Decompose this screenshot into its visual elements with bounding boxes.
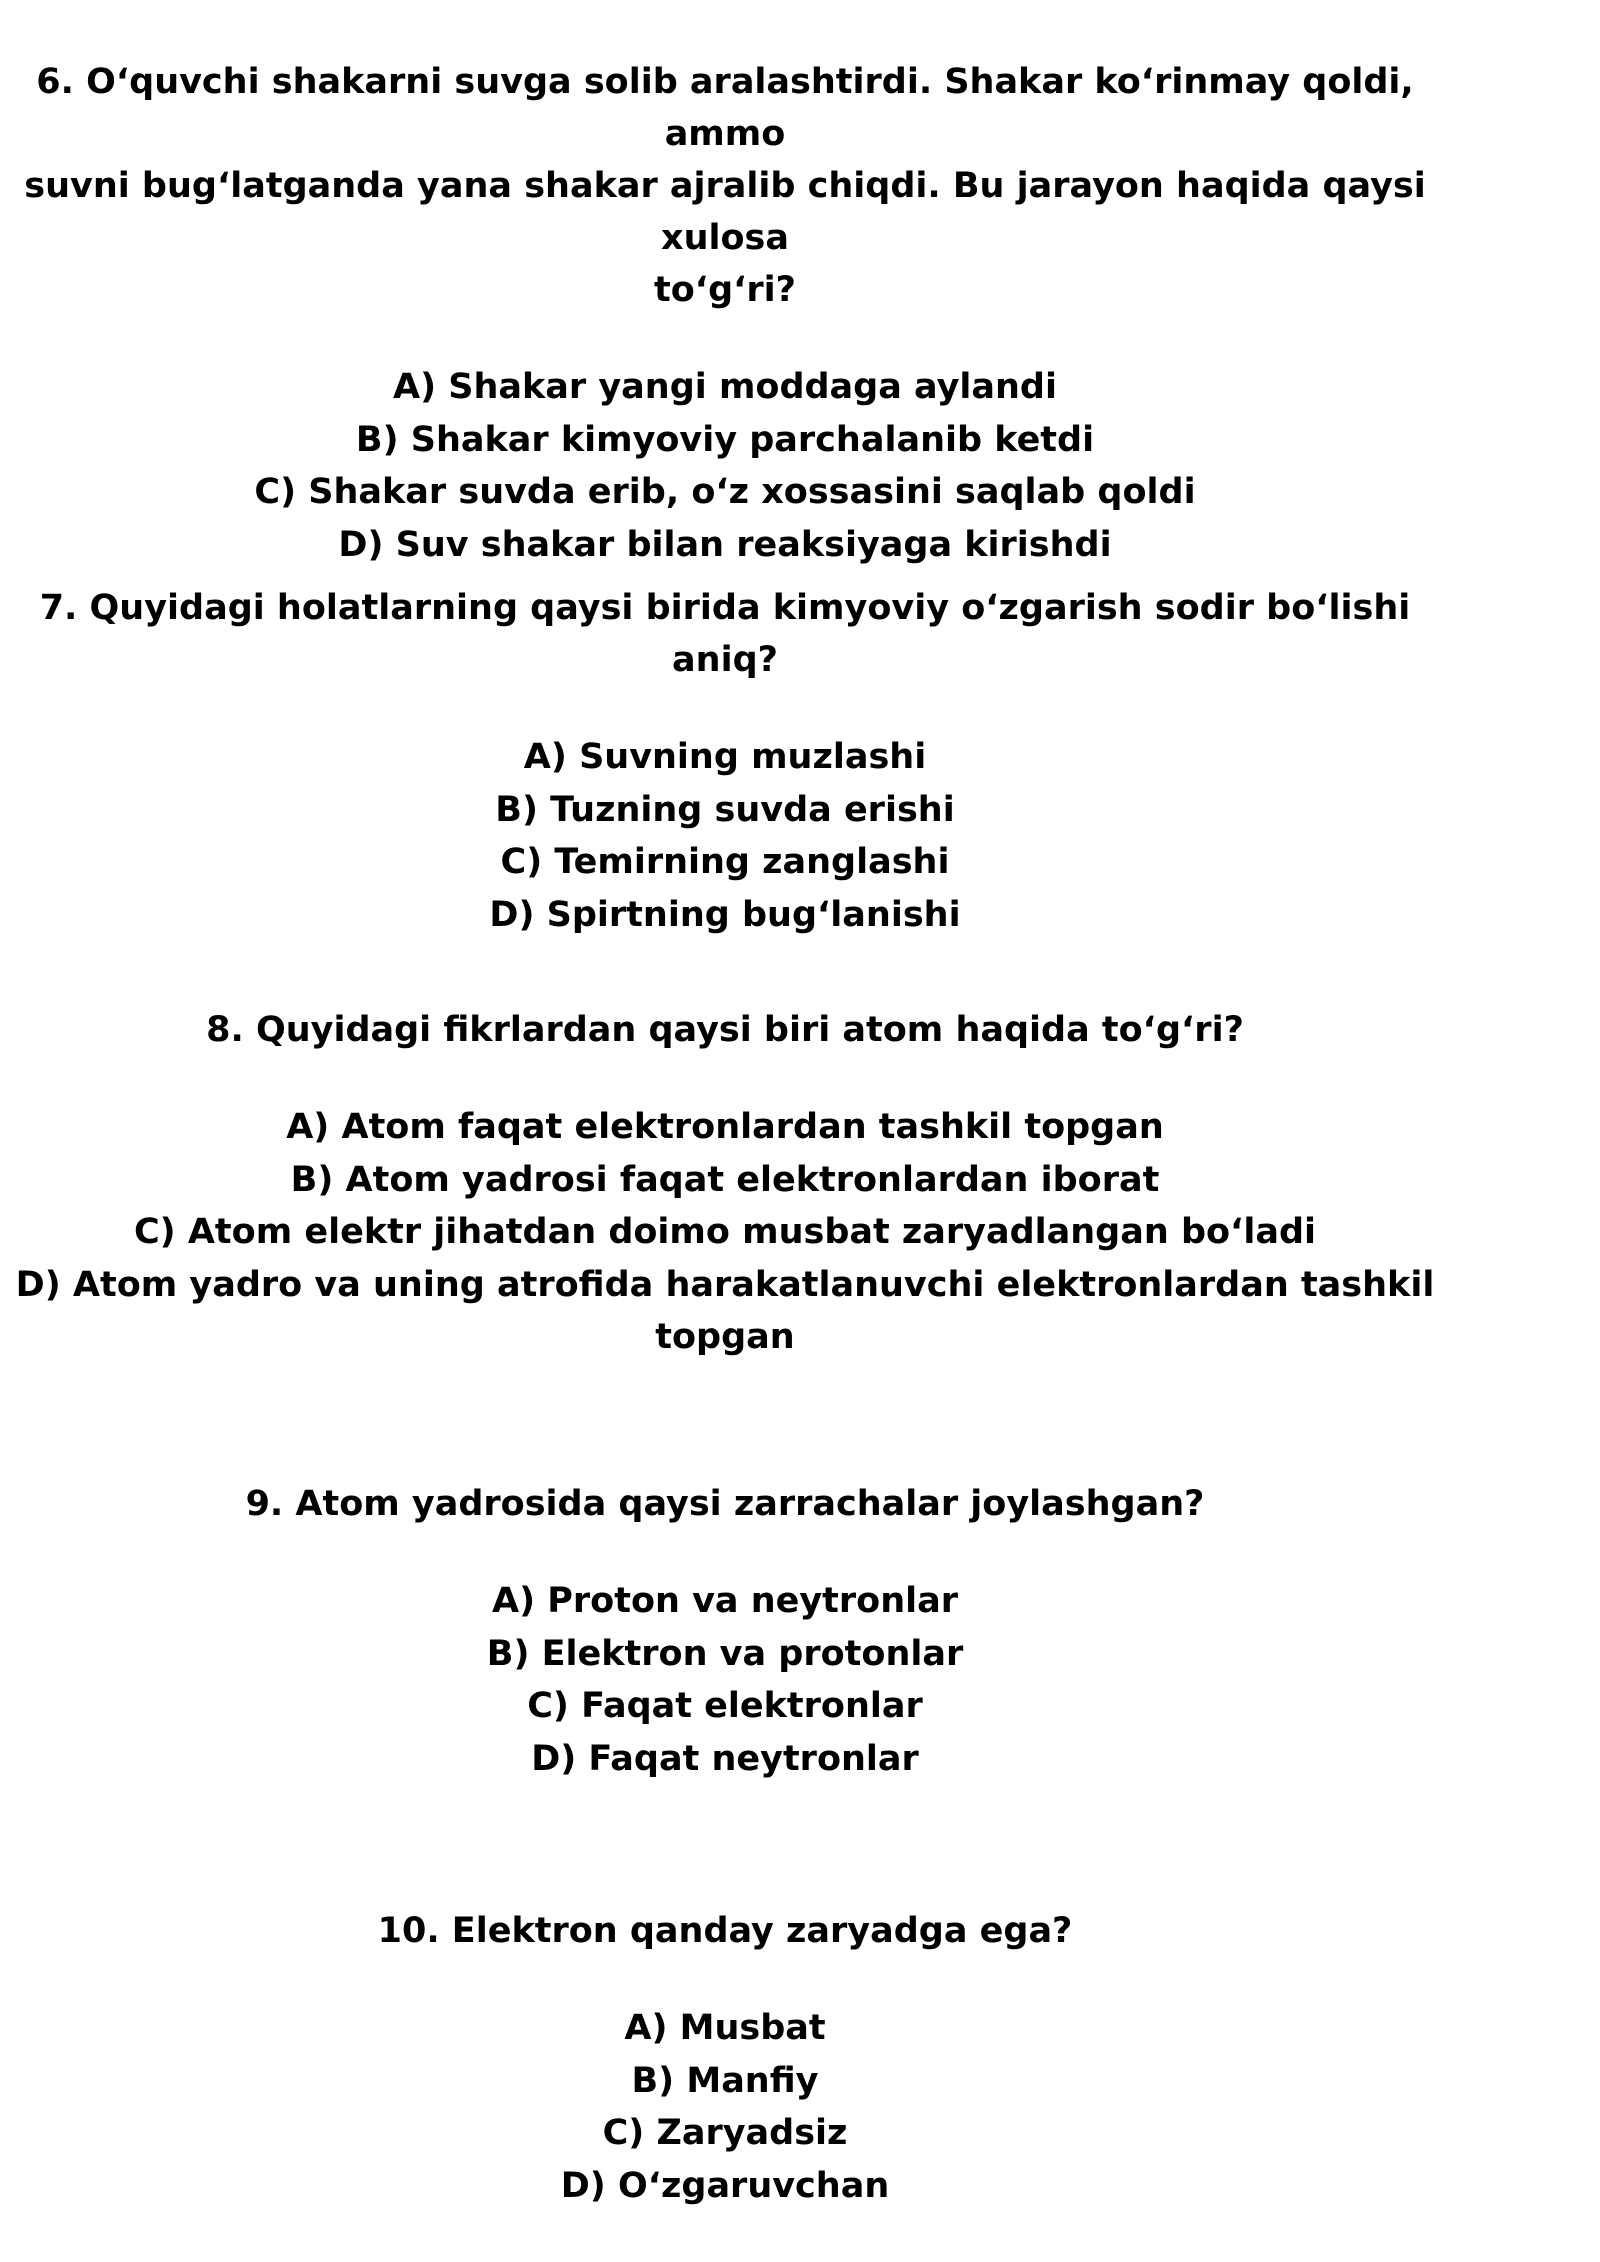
question-6-option-d[interactable]: D) Suv shakar bilan reaksiyaga kirishdi [338,524,1112,565]
question-6-options [0,361,1450,571]
question-10-option-b[interactable]: B) Manfiy [631,2060,819,2101]
question-8-option-d[interactable]: D) Atom yadro va uning atrofida harakatlanuvchi elektronlardan tashkil [15,1264,1435,1305]
question-6-option-a[interactable]: A) Shakar yangi moddaga aylandi [393,367,1057,407]
question-10-option-a[interactable]: A) Musbat [624,2008,826,2048]
question-9-stem-line-1: 9. Atom yadrosida qaysi zarrachalar joylashgan? [245,1484,1205,1524]
question-8-options [0,1101,1450,1364]
question-7-options [0,731,1450,941]
question-8-option-d-continued[interactable]: topgan [655,1317,795,1357]
question-6-stem [0,56,1450,316]
question-9-option-a[interactable]: A) Proton va neytronlar [491,1581,959,1621]
question-10 [0,1905,1450,2212]
question-9-options [0,1575,1450,1785]
question-7-option-c[interactable]: C) Temirning zanglashi [500,842,950,882]
question-10-stem-line-1: 10. Elektron qanday zaryadga ega? [377,1911,1073,1951]
question-10-option-c[interactable]: C) Zaryadsiz [602,2113,848,2153]
question-10-stem [0,1905,1450,1957]
question-6-stem-line-2: suvni bug‘latganda yana shakar ajralib chiqdi. Bu jarayon haqida qaysi xulosa [24,166,1426,258]
question-6-stem-line-1: 6. O‘quvchi shakarni suvga solib aralashtirdi. Shakar ko‘rinmay qoldi, ammo [36,62,1414,154]
question-8-stem [0,1004,1450,1056]
question-7 [0,582,1450,941]
question-8-option-a[interactable]: A) Atom faqat elektronlardan tashkil topgan [286,1107,1164,1147]
question-7-option-a[interactable]: A) Suvning muzlashi [523,737,927,777]
question-8 [0,1004,1450,1364]
question-9-option-d[interactable]: D) Faqat neytronlar [531,1738,919,1779]
question-7-stem [0,582,1450,686]
question-9-option-b[interactable]: B) Elektron va protonlar [486,1633,964,1674]
question-9-stem [0,1478,1450,1530]
question-10-option-d[interactable]: D) O‘zgaruvchan [560,2165,890,2206]
question-9 [0,1478,1450,1785]
question-8-option-b[interactable]: B) Atom yadrosi faqat elektronlardan iborat [290,1159,1160,1200]
question-6-option-b[interactable]: B) Shakar kimyoviy parchalanib ketdi [355,419,1095,460]
question-7-option-b[interactable]: B) Tuzning suvda erishi [495,789,955,830]
question-6-option-c[interactable]: C) Shakar suvda erib, o‘z xossasini saqlab qoldi [254,472,1196,512]
question-7-option-d[interactable]: D) Spirtning bug‘lanishi [489,894,961,935]
question-7-stem-line-1: 7. Quyidagi holatlarning qaysi birida kimyoviy o‘zgarish sodir bo‘lishi aniq? [39,588,1411,680]
question-10-options [0,2002,1450,2212]
question-6-stem-line-3: to‘g‘ri? [654,270,796,310]
question-9-option-c[interactable]: C) Faqat elektronlar [527,1686,923,1726]
question-8-stem-line-1: 8. Quyidagi fikrlardan qaysi biri atom haqida to‘g‘ri? [206,1010,1244,1050]
question-8-option-c[interactable]: C) Atom elektr jihatdan doimo musbat zaryadlangan bo‘ladi [133,1212,1317,1252]
question-6 [0,56,1450,571]
